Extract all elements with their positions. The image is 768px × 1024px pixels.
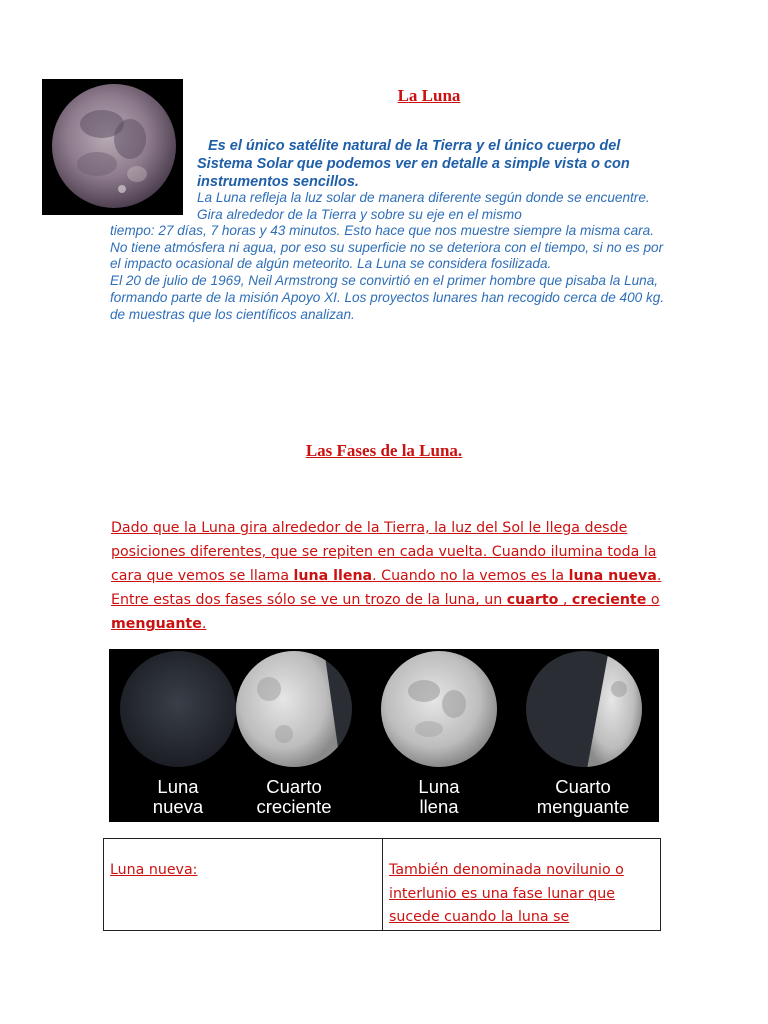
intro-body (110, 223, 670, 323)
phase-label-line1: Cuarto (266, 776, 322, 797)
definition-text: También denominada novilunio o interlunio es una fase lunar que sucede cuando la luna se (389, 862, 624, 925)
table-cell-term (104, 839, 383, 931)
phases-text-1: Dado que la Luna gira alrededor de la Tierra, la luz del Sol le llega desde posiciones diferentes, que se repiten en cada vuelta. Cuando ilumina toda la cara que vemos se llama (111, 520, 657, 585)
phase-label-line1: Luna (418, 776, 460, 797)
phase-label-line2: menguante (536, 796, 630, 817)
term-waning: menguante (111, 616, 202, 633)
phase-label-waning (523, 777, 643, 817)
page-title-text: La Luna (397, 86, 461, 105)
phases-title-text: Las Fases de la Luna. (305, 441, 463, 460)
phase-label-waxing (234, 777, 354, 817)
phases-text-2: . Cuando no la vemos es la (372, 568, 569, 585)
intro-paragraph-3: El 20 de julio de 1969, Neil Armstrong se convirtió en el primer hombre que pisaba la Luna, formando parte de la misión Apoyo XI. Los proyectos lunares han recogido cerca de 400 kg. de muestras que los científicos analizan. (110, 273, 665, 322)
phases-text-6: . (201, 616, 207, 633)
phase-label-line2: creciente (256, 796, 332, 817)
phase-label-line1: Cuarto (555, 776, 611, 797)
table-row (104, 839, 661, 931)
intro-lead-text: Es el único satélite natural de la Tierra y el único cuerpo del Sistema Solar que podemos ver en detalle a simple vista o con instrumentos sencillos. (197, 138, 630, 190)
phase-label-full (379, 777, 499, 817)
term-quarter: cuarto (506, 592, 559, 609)
new-moon-icon (120, 651, 236, 767)
intro-paragraph-1b: tiempo: 27 días, 7 horas y 43 minutos. Esto hace que nos muestre siempre la misma cara. (110, 223, 655, 238)
term-new-moon: luna nueva (568, 568, 657, 585)
phases-title (0, 441, 768, 461)
moon-phases-image (109, 649, 659, 822)
phases-text-3: . Entre estas dos fases sólo se ve un trozo de la luna, un (111, 568, 662, 609)
table-cell-definition (383, 839, 661, 931)
waning-quarter-icon (526, 649, 642, 769)
phase-label-new (118, 777, 238, 817)
phases-description (111, 516, 671, 636)
phases-text-4: , (558, 592, 572, 609)
waxing-quarter-icon (236, 649, 352, 769)
phases-text-5: o (646, 592, 660, 609)
intro-lead (197, 137, 667, 191)
page-title (0, 86, 768, 106)
phase-label-line2: nueva (152, 796, 204, 817)
intro-paragraph-2: No tiene atmósfera ni agua, por eso su superficie no se deteriora con el tiempo, si no es por el impacto ocasional de algún meteorito. La Luna se considera fosilizada. (110, 239, 664, 272)
full-moon-icon (381, 651, 497, 767)
term-full-moon: luna llena (293, 568, 373, 585)
intro-paragraph-1a: La Luna refleja la luz solar de manera diferente según donde se encuentre. Gira alrededor de la Tierra y sobre su eje en el mismo (197, 190, 650, 222)
term-waxing: creciente (571, 592, 647, 609)
term-label: Luna nueva: (110, 862, 198, 878)
phase-label-line1: Luna (157, 776, 199, 797)
phases-table (103, 838, 661, 931)
phase-label-line2: llena (419, 796, 459, 817)
